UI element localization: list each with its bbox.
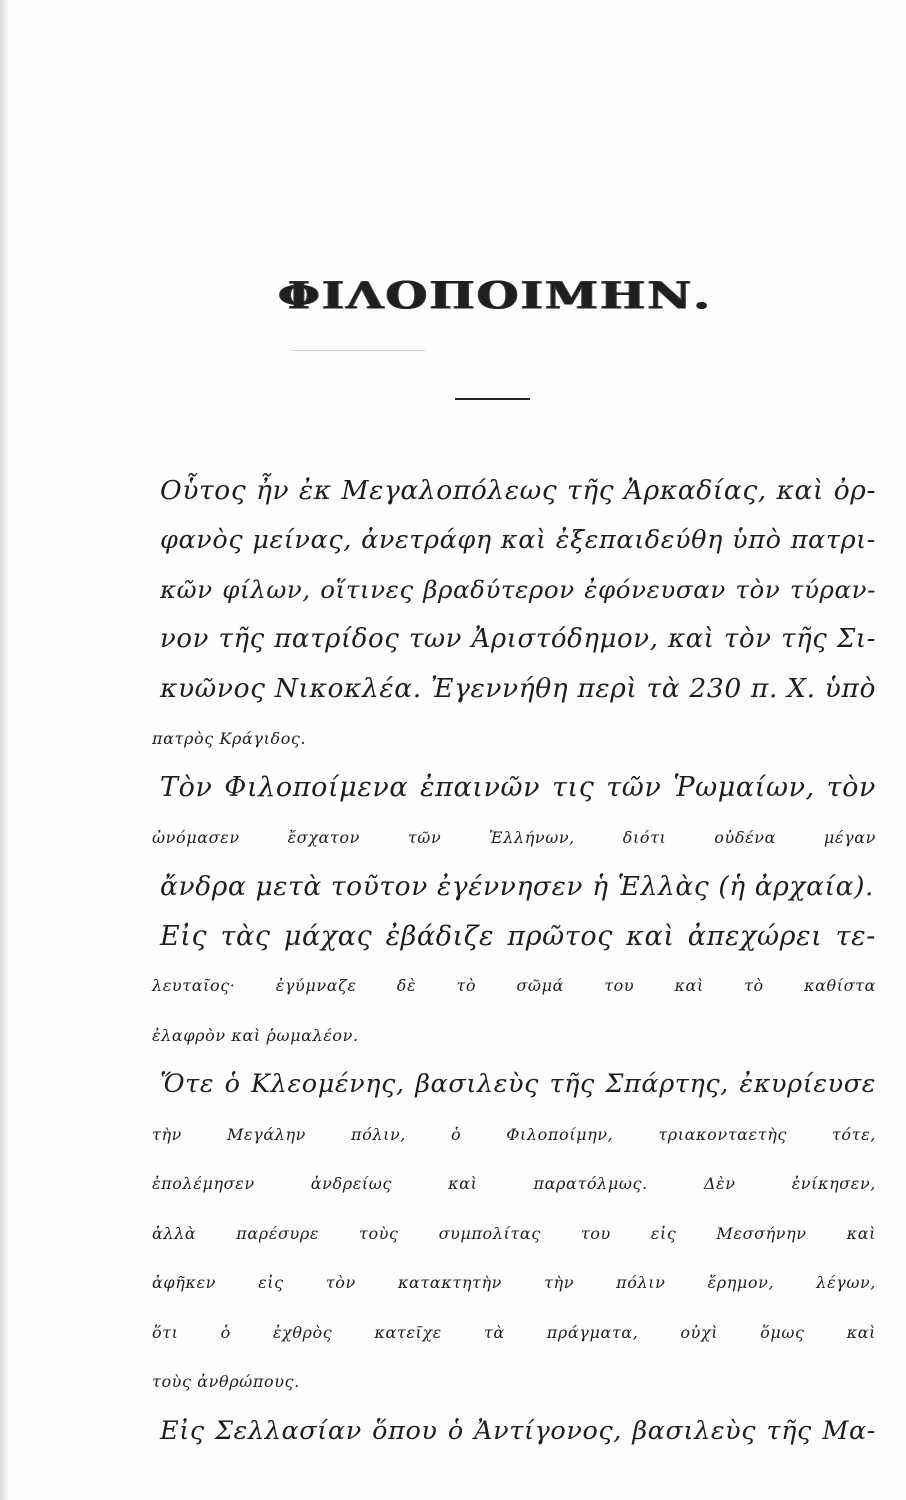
faint-bleed-line [290, 350, 425, 351]
text-line: τοὺς ἀνθρώπους. [152, 1372, 300, 1391]
page-edge-shadow [0, 0, 8, 1500]
body-text [152, 466, 876, 1456]
text-line: Ὅτε ὁ Κλεομένης, βασιλεὺς τῆς Σπάρτης, ἐκυρίευσε [160, 1069, 876, 1099]
text-line: λευταῖος· ἐγύμναζε δὲ τὸ σῶμά του καὶ τὸ καθίστα [152, 976, 876, 995]
text-line: ἄνδρα μετὰ τοῦτον ἐγέννησεν ἡ Ἑλλὰς (ἡ ἀρχαία). [160, 871, 875, 902]
text-line: ὠνόμασεν ἔσχατον τῶν Ἑλλήνων, διότι οὐδένα μέγαν [152, 827, 876, 847]
text-line: τὴν Μεγάλην πόλιν, ὁ Φιλοποίμην, τριακονταετὴς τότε, [152, 1124, 876, 1144]
text-line: φανὸς μείνας, ἀνετράφη καὶ ἐξεπαιδεύθη ὑπὸ πατρι- [160, 524, 876, 555]
text-line: ἐλαφρὸν καὶ ῥωμαλέον. [152, 1025, 359, 1045]
text-line: Οὗτος ἦν ἐκ Μεγαλοπόλεως τῆς Ἀρκαδίας, καὶ ὀρ- [160, 475, 876, 506]
text-line: ἀλλὰ παρέσυρε τοὺς συμπολίτας του εἰς Μεσσήνην καὶ [152, 1223, 876, 1243]
text-line: κυῶνος Νικοκλέα. Ἐγεννήθη περὶ τὰ 230 π. Χ. ὑπὸ [160, 673, 876, 704]
chapter-title: ΦΙΛΟΠΟΙΜΗΝ. [278, 274, 712, 319]
text-line: ἀφῆκεν εἰς τὸν κατακτητὴν τὴν πόλιν ἔρημον, λέγων, [152, 1273, 876, 1292]
text-line: ὅτι ὁ ἐχθρὸς κατεῖχε τὰ πράγματα, οὐχὶ ὅμως καὶ [152, 1322, 876, 1342]
text-line: Εἰς Σελλασίαν ὅπου ὁ Ἀντίγονος, βασιλεὺς τῆς Μα- [160, 1415, 876, 1446]
text-line: ἐπολέμησεν ἀνδρείως καὶ παρατόλμως. Δὲν ἐνίκησεν, [152, 1174, 876, 1193]
text-line: νον τῆς πατρίδος των Ἀριστόδημον, καὶ τὸν τῆς Σι- [160, 623, 876, 654]
text-line: Εἰς τὰς μάχας ἐβάδιζε πρῶτος καὶ ἀπεχώρει τε- [160, 920, 876, 952]
text-line: πατρὸς Κράγιδος. [152, 728, 307, 748]
title-rule [455, 398, 530, 400]
text-line: Τὸν Φιλοποίμενα ἐπαινῶν τις τῶν Ῥωμαίων, τὸν [160, 772, 876, 803]
text-line: κῶν φίλων, οἵτινες βραδύτερον ἐφόνευσαν τὸν τύραν- [160, 575, 876, 604]
